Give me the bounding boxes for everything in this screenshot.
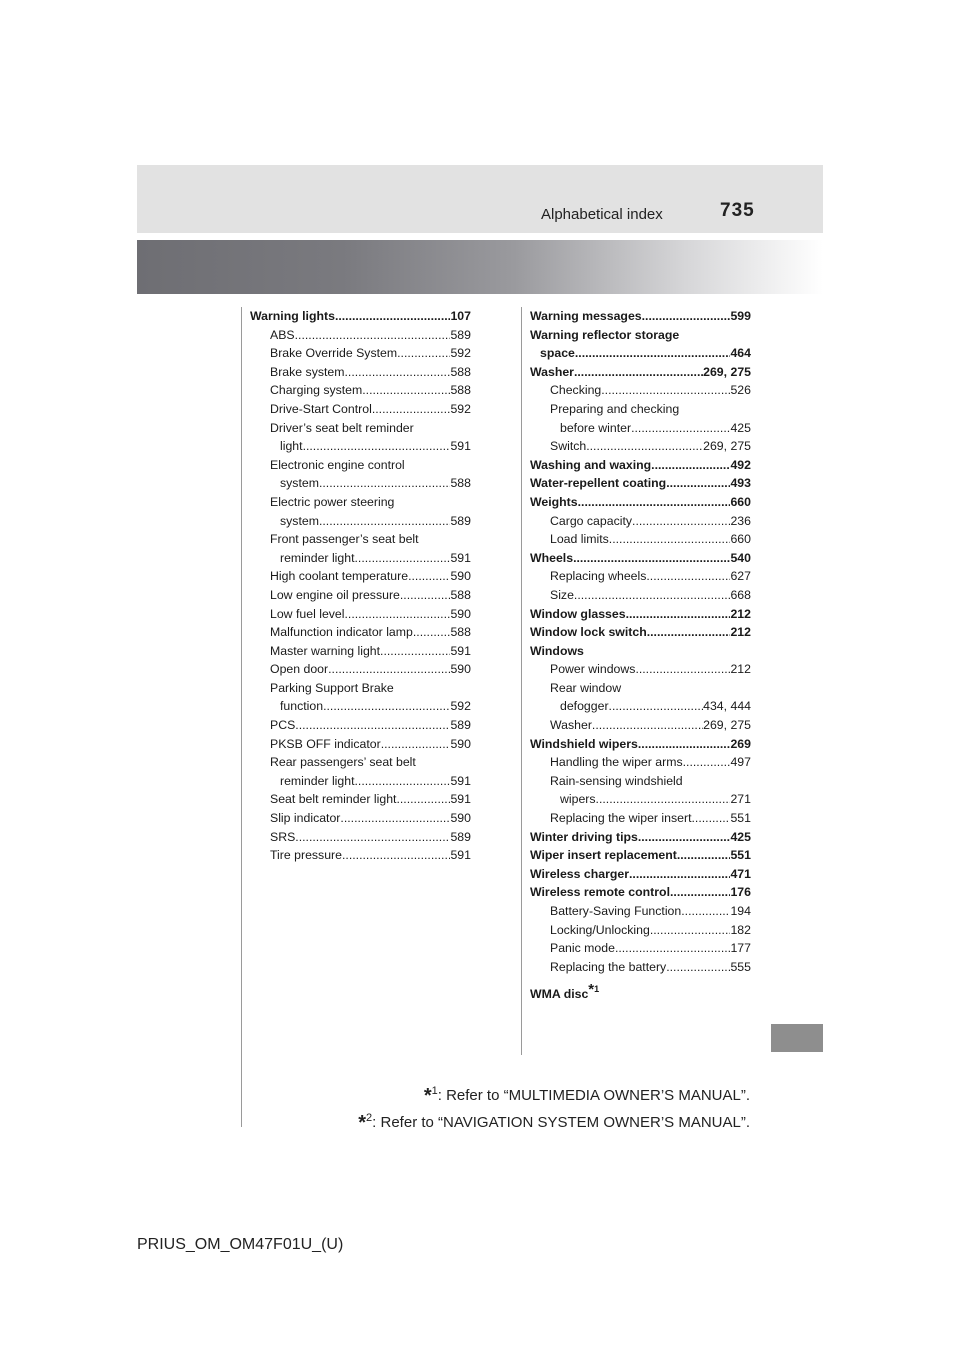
footnote-marker: * <box>588 981 595 999</box>
index-subentry: reminder light ..... 591 <box>250 772 471 791</box>
index-subentry-text: Electronic engine control <box>270 457 405 472</box>
index-subentry: Load limits ..... 660 <box>530 530 751 549</box>
footnote-number: 1 <box>431 1085 438 1097</box>
page-number: 735 <box>720 200 755 221</box>
index-subentry: Handling the wiper arms ..... 497 <box>530 753 751 772</box>
index-entry: Window lock switch ..... 212 <box>530 623 751 642</box>
index-entry: space ..... 464 <box>530 344 751 363</box>
index-subentry: Cargo capacity ..... 236 <box>530 512 751 531</box>
footnotes <box>358 1080 750 1134</box>
index-subentry-text: Rain-sensing windshield <box>550 773 683 788</box>
index-subentry: Panic mode ..... 177 <box>530 939 751 958</box>
index-subentry: Tire pressure ..... 591 <box>250 846 471 865</box>
index-subentry: Seat belt reminder light ..... 591 <box>250 790 471 809</box>
index-subentry: wipers ..... 271 <box>530 790 751 809</box>
header-gradient-bar <box>137 240 823 294</box>
index-entry: Winter driving tips ..... 425 <box>530 828 751 847</box>
index-entry <box>530 980 751 1004</box>
index-column-left <box>250 307 471 865</box>
index-subentry: Slip indicator ..... 590 <box>250 809 471 828</box>
index-entry-text: Windows <box>530 643 584 658</box>
wma-disc-label: WMA disc <box>530 987 589 1002</box>
index-subentry-text: Rear window <box>550 680 622 695</box>
index-subentry-text: Preparing and checking <box>550 401 680 416</box>
index-subentry: Replacing the wiper insert ..... 551 <box>530 809 751 828</box>
index-subentry: defogger ..... 434, 444 <box>530 697 751 716</box>
index-entry: Warning lights ..... 107 <box>250 307 471 326</box>
index-subentry-text: Parking Support Brake <box>270 680 394 695</box>
index-entry: Washer ..... 269, 275 <box>530 363 751 382</box>
index-subentry: Washer ..... 269, 275 <box>530 716 751 735</box>
index-column-right <box>530 307 751 1004</box>
index-subentry: Open door ..... 590 <box>250 660 471 679</box>
index-subentry: Brake Override System ..... 592 <box>250 344 471 363</box>
index-subentry: PKSB OFF indicator ..... 590 <box>250 735 471 754</box>
index-subentry-text: Rear passengers’ seat belt <box>270 755 416 770</box>
footnote-1 <box>358 1080 750 1107</box>
index-subentry: Battery-Saving Function ..... 194 <box>530 902 751 921</box>
index-subentry: Replacing wheels ..... 627 <box>530 567 751 586</box>
index-subentry-text: Electric power steering <box>270 494 395 509</box>
section-title: Alphabetical index <box>541 206 663 223</box>
index-subentry: Low engine oil pressure ..... 588 <box>250 586 471 605</box>
index-subentry: Charging system ..... 588 <box>250 381 471 400</box>
index-subentry: Size ..... 668 <box>530 586 751 605</box>
index-subentry-text: Front passenger’s seat belt <box>270 532 419 547</box>
footnote-2 <box>358 1107 750 1134</box>
index-subentry: light ..... 591 <box>250 437 471 456</box>
footnote-marker: * <box>423 1085 432 1107</box>
index-subentry: PCS ..... 589 <box>250 716 471 735</box>
index-subentry: Locking/Unlocking ..... 182 <box>530 921 751 940</box>
index-subentry: before winter ..... 425 <box>530 419 751 438</box>
document-code: PRIUS_OM_OM47F01U_(U) <box>137 1236 344 1253</box>
index-subentry: Replacing the battery ..... 555 <box>530 958 751 977</box>
index-entry: Water-repellent coating ..... 493 <box>530 474 751 493</box>
index-entry: Weights ..... 660 <box>530 493 751 512</box>
left-margin-rule <box>241 307 242 1127</box>
index-entry: Windshield wipers ..... 269 <box>530 735 751 754</box>
index-subentry: system ..... 588 <box>250 474 471 493</box>
index-entry: Wheels ..... 540 <box>530 549 751 568</box>
footnote-marker: * <box>358 1112 367 1134</box>
index-subentry: Power windows ..... 212 <box>530 660 751 679</box>
index-subentry: system ..... 589 <box>250 512 471 531</box>
index-subentry: ABS ..... 589 <box>250 326 471 345</box>
index-subentry: High coolant temperature ..... 590 <box>250 567 471 586</box>
index-subentry: reminder light ..... 591 <box>250 549 471 568</box>
index-subentry: SRS ..... 589 <box>250 828 471 847</box>
footnote-number: 1 <box>594 984 600 995</box>
index-entry: Wireless charger ..... 471 <box>530 865 751 884</box>
index-subentry: function ..... 592 <box>250 697 471 716</box>
index-entry: Warning messages ..... 599 <box>530 307 751 326</box>
index-entry: Wiper insert replacement ..... 551 <box>530 846 751 865</box>
header-band <box>137 165 823 233</box>
index-subentry: Master warning light ..... 591 <box>250 642 471 661</box>
index-entry: Window glasses ..... 212 <box>530 605 751 624</box>
index-entry: Washing and waxing ..... 492 <box>530 456 751 475</box>
index-subentry: Brake system ..... 588 <box>250 363 471 382</box>
index-subentry: Switch ..... 269, 275 <box>530 437 751 456</box>
index-subentry: Malfunction indicator lamp ..... 588 <box>250 623 471 642</box>
column-divider <box>521 307 522 1055</box>
index-subentry: Low fuel level ..... 590 <box>250 605 471 624</box>
footnote-text: : Refer to “MULTIMEDIA OWNER’S MANUAL”. <box>437 1087 750 1104</box>
footnote-number: 2 <box>366 1112 373 1124</box>
index-subentry: Checking ..... 526 <box>530 381 751 400</box>
section-thumb-tab <box>771 1024 823 1052</box>
index-entry: Wireless remote control ..... 176 <box>530 883 751 902</box>
footnote-text: : Refer to “NAVIGATION SYSTEM OWNER’S MANUAL”. <box>372 1114 750 1131</box>
index-subentry: Drive-Start Control ..... 592 <box>250 400 471 419</box>
index-subentry-text: Driver’s seat belt reminder <box>270 420 414 435</box>
index-entry-text: Warning reflector storage <box>530 327 680 342</box>
